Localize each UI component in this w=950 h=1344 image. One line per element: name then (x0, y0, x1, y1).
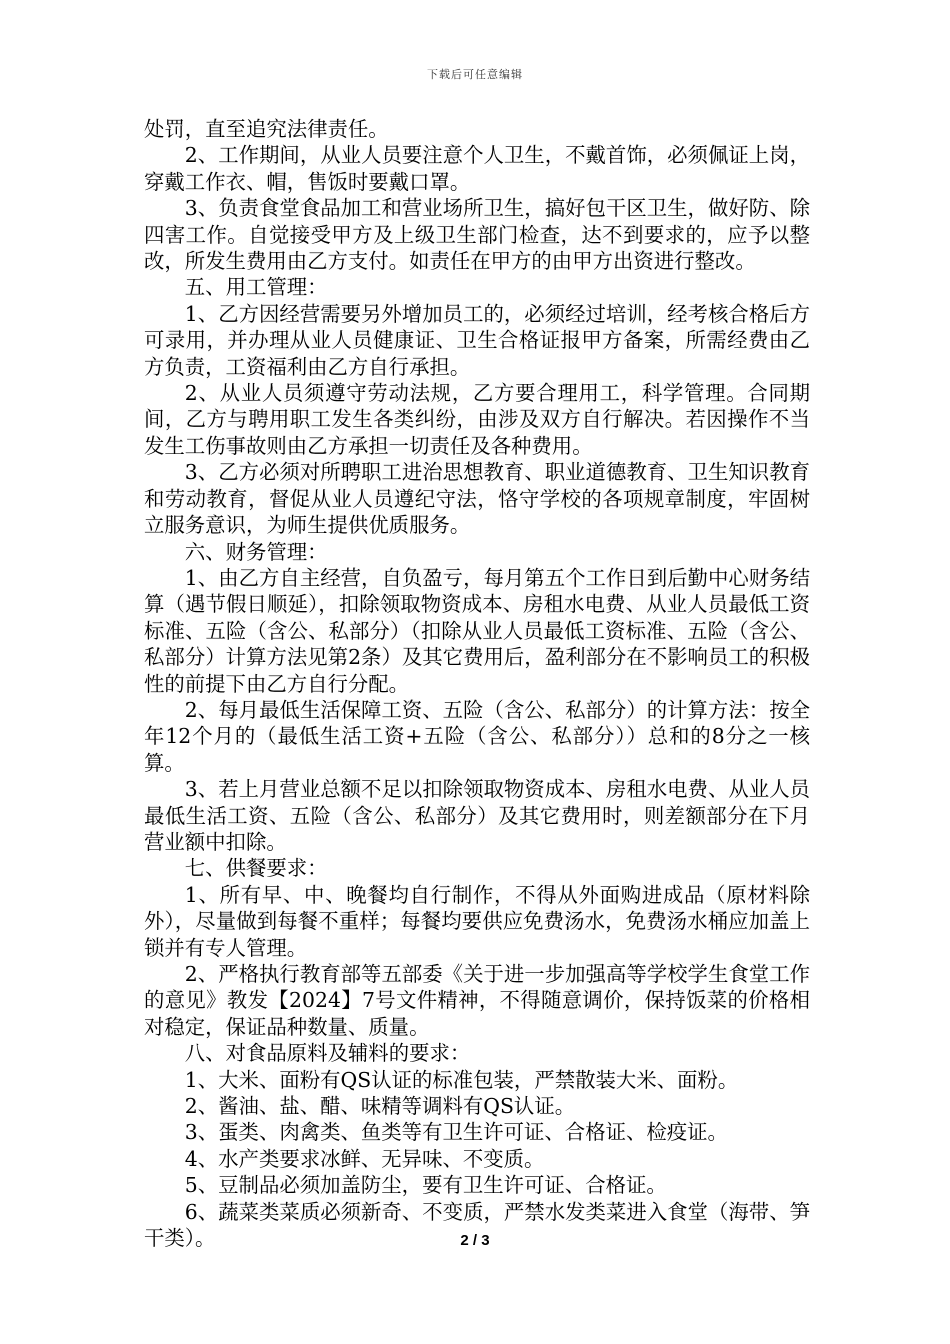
paragraph: 3、乙方必须对所聘职工进治思想教育、职业道德教育、卫生知识教育和劳动教育，督促从业人员遵纪守法，恪守学校的各项规章制度，牢固树立服务意识，为师生提供优质服务。 (144, 460, 810, 538)
paragraph: 2、严格执行教育部等五部委《关于进一步加强高等学校学生食堂工作的意见》教发【2024】7号文件精神，不得随意调价，保持饭菜的价格相对稳定，保证品种数量、质量。 (144, 962, 810, 1039)
paragraph: 5、豆制品必须加盖防尘，要有卫生许可证、合格证。 (184, 1173, 667, 1198)
section-heading: 七、供餐要求： (184, 856, 328, 881)
paragraph: 3、若上月营业总额不足以扣除领取物资成本、房租水电费、从业人员最低生活工资、五险（含公、私部分）及其它费用时，则差额部分在下月营业额中扣除。 (144, 777, 810, 854)
paragraph: 1、由乙方自主经营，自负盈亏，每月第五个工作日到后勤中心财务结算（遇节假日顺延），扣除领取物资成本、房租水电费、从业人员最低工资标准、五险（含公、私部分）（扣除从业人员最低工资标准、五险（含公、私部分）计算方法见第2条）及其它费用后，盈利部分在不影响员工的积极性的前提下由乙方自行分配。 (144, 565, 810, 696)
paragraph: 处罚，直至追究法律责任。 (144, 117, 389, 141)
paragraph: 2、从业人员须遵守劳动法规，乙方要合理用工，科学管理。合同期间，乙方与聘用职工发生各类纠纷，由涉及双方自行解决。若因操作不当发生工伤事故则由乙方承担一切责任及各种费用。 (144, 381, 810, 458)
paragraph: 3、蛋类、肉禽类、鱼类等有卫生许可证、合格证、检疫证。 (184, 1120, 728, 1145)
paragraph: 1、乙方因经营需要另外增加员工的，必须经过培训，经考核合格后方可录用，并办理从业人员健康证、卫生合格证报甲方备案，所需经费由乙方负责，工资福利由乙方自行承担。 (144, 301, 810, 379)
page-number: 2 / 3 (460, 1232, 490, 1249)
paragraph: 6、蔬菜类菜质必须新奇、不变质，严禁水发类菜进入食堂（海带、笋干类）。 (144, 1199, 810, 1251)
section-heading: 五、用工管理： (184, 275, 328, 300)
paragraph: 4、水产类要求冰鲜、无异味、不变质。 (184, 1146, 545, 1171)
document-body (144, 116, 810, 1251)
section-heading: 八、对食品原料及辅料的要求： (184, 1041, 471, 1066)
paragraph: 1、大米、面粉有QS认证的标准包装，严禁散装大米、面粉。 (184, 1067, 739, 1092)
paragraph: 2、酱油、盐、醋、味精等调料有QS认证。 (184, 1094, 576, 1119)
paragraph: 3、负责食堂食品加工和营业场所卫生，搞好包干区卫生，做好防、除四害工作。自觉接受甲方及上级卫生部门检查，达不到要求的，应予以整改，所发生费用由乙方支付。如责任在甲方的由甲方出资进行整改。 (144, 196, 810, 274)
section-heading: 六、财务管理： (184, 539, 328, 564)
paragraph: 1、所有早、中、晚餐均自行制作，不得从外面购进成品（原材料除外），尽量做到每餐不重样；每餐均要供应免费汤水，免费汤水桶应加盖上锁并有专人管理。 (144, 882, 810, 960)
paragraph: 2、每月最低生活保障工资、五险（含公、私部分）的计算方法：按全年12个月的（最低生活工资+五险（含公、私部分））总和的8分之一核算。 (144, 697, 810, 775)
paragraph: 2、工作期间，从业人员要注意个人卫生，不戴首饰，必须佩证上岗，穿戴工作衣、帽，售饭时要戴口罩。 (144, 143, 810, 194)
page-header: 下载后可任意编辑 (427, 68, 523, 81)
